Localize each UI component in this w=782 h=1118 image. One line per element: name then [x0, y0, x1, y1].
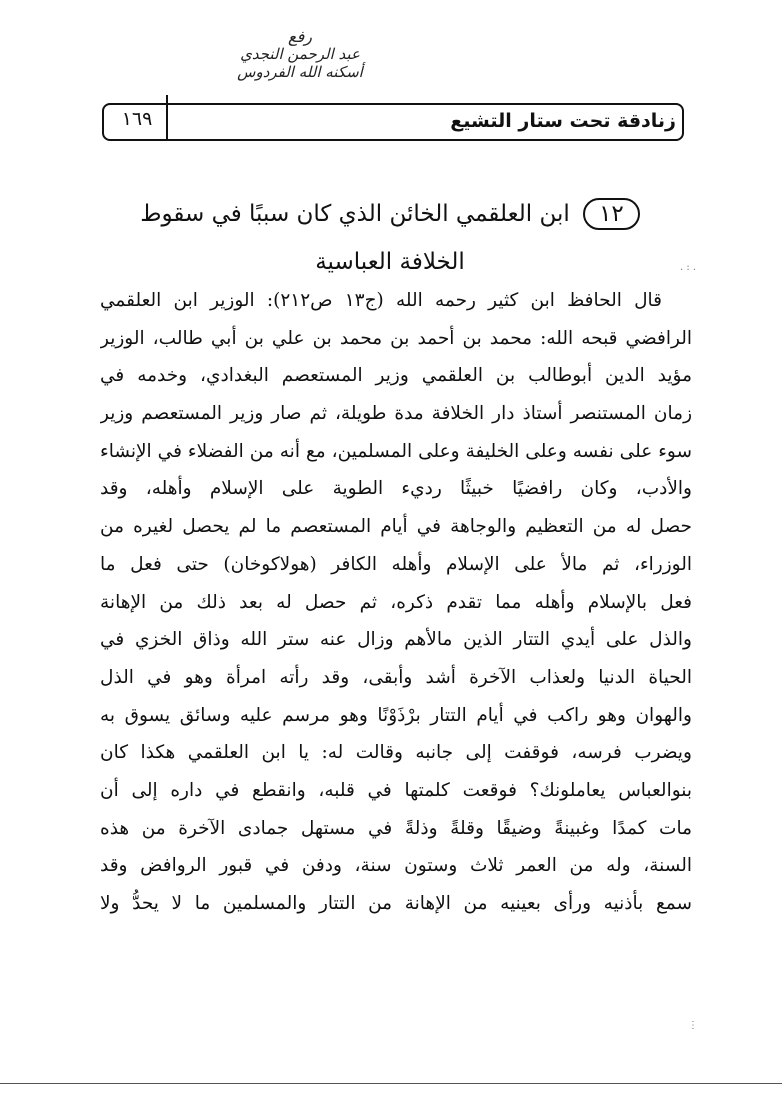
header-divider [166, 95, 168, 141]
scan-speck: ⋮ [688, 1020, 698, 1031]
chapter-title: ابن العلقمي الخائن الذي كان سببًا في سقوط [140, 201, 570, 227]
body-line: حصل له من التعظيم والوجاهة في أيام المستعصم ما لم يحصل لغيره من [100, 516, 692, 538]
body-text [100, 282, 692, 923]
body-line: فعل بالإسلام وأهله مما تقدم ذكره، ثم حصل له بعد ذلك من الإهانة [100, 591, 692, 613]
body-line: زمان المستنصر أستاذ دار الخلافة مدة طويلة، ثم صار وزير المستعصم وزير [100, 403, 692, 425]
body-line: سمع بأذنيه ورأى بعينيه من الإهانة من التتار والمسلمين ما لا يحدُّ ولا [100, 893, 692, 914]
chapter-number: ١٢ [583, 198, 640, 230]
scan-speck: . : . [680, 262, 697, 273]
chapter-heading-line-2: الخلافة العباسية [315, 249, 465, 275]
body-line: الوزراء، ثم مالأ على الإسلام وأهله الكافر (هولاكوخان) حتى فعل ما [100, 553, 692, 575]
scan-edge-line [0, 1083, 782, 1084]
body-line: الرافضي قبحه الله: محمد بن أحمد بن محمد بن علي بن أبي طالب، الوزير [100, 327, 692, 349]
body-line: والذل على أيدي التتار الذين مالأهم وزال عنه ستر الله وذاق الخزي في [100, 629, 692, 651]
body-line: مات كمدًا وغبينةً وضيقًا وقلةً وذلةً في مستهل جمادى الآخرة من هذه [100, 817, 692, 839]
page-number: ١٦٩ [121, 108, 153, 130]
owner-stamp [170, 28, 430, 81]
body-line: والهوان وهو راكب في أيام التتار برْذَوْنًا وهو مرسم عليه وسائق يسوق به [100, 704, 692, 726]
body-line: بنوالعباس يعاملونك؟ فوقعت كلمتها في قلبه، وانقطع في داره إلى أن [100, 779, 692, 801]
body-line: السنة، وله من العمر ثلاث وستون سنة، ودفن في قبور الروافض وقد [100, 855, 692, 877]
body-line: ويضرب فرسه، فوقفت إلى جانبه وقالت له: يا ابن العلقمي هكذا كان [100, 742, 692, 764]
body-line: الحياة الدنيا ولعذاب الآخرة أشد وأبقى، وقد رأته امرأة وهو في الذل [100, 666, 692, 688]
stamp-line-1: رفع [288, 27, 312, 46]
chapter-heading [110, 190, 670, 286]
stamp-line-2: عبد الرحمن النجدي [240, 45, 360, 64]
body-line: مؤيد الدين أبوطالب بن العلقمي وزير المستعصم البغدادي، وخدمه في [100, 365, 692, 387]
body-line: سوء على نفسه وعلى الخليفة وعلى المسلمين، مع أنه من الفضلاء في الإنشاء [100, 440, 692, 462]
running-title: زنادقة تحت ستار التشيع [450, 110, 676, 132]
body-line: والأدب، وكان رافضيًا خبيثًا رديء الطوية على الإسلام وأهله، وقد [100, 478, 692, 500]
stamp-line-3: أسكنه الله الفردوس [237, 62, 363, 81]
body-line: قال الحافظ ابن كثير رحمه الله (ج١٣ ص٢١٢): الوزير ابن العلقمي [100, 290, 663, 311]
chapter-heading-line-1 [110, 190, 670, 238]
